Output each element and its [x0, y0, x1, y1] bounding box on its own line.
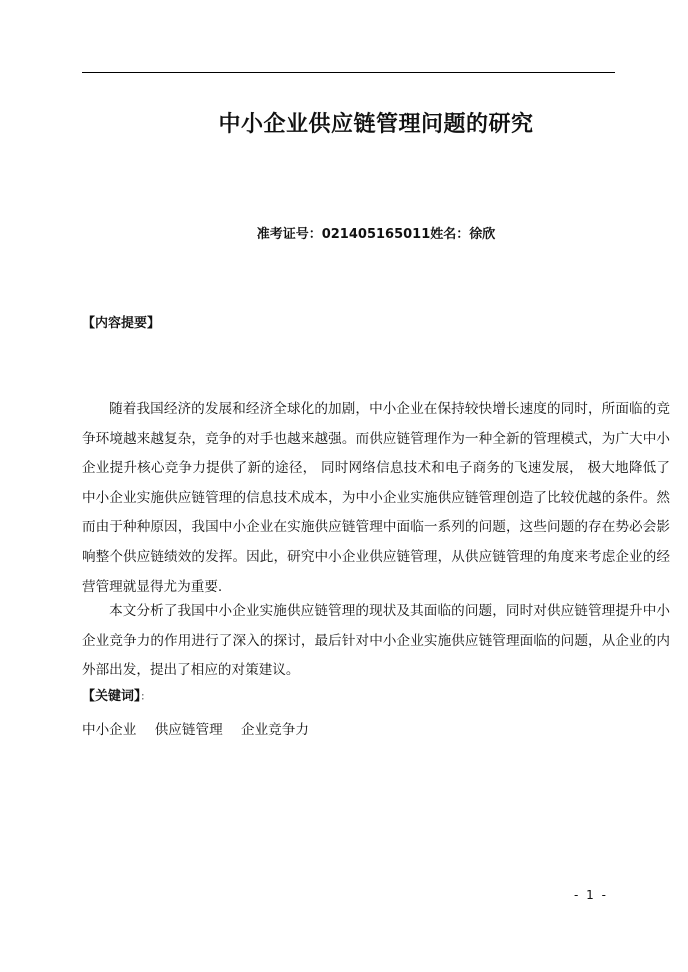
page-number: - 1 -	[574, 888, 608, 902]
keywords-label: 【关键词】	[82, 689, 141, 704]
keyword: 供应链管理	[154, 722, 223, 738]
author-info: 准考证号：021405165011姓名：徐欣	[256, 227, 496, 242]
keyword: 中小企业	[82, 722, 137, 738]
keywords-colon: ：	[140, 692, 151, 703]
abstract-heading: 【内容提要】	[82, 316, 161, 331]
keywords-list	[82, 718, 323, 742]
keywords-heading	[82, 687, 151, 708]
author-line	[0, 225, 688, 245]
abstract-paragraph-text: 随着我国经济的发展和经济全球化的加剧，中小企业在保持较快增长速度的同时，所面临的竞争环境越来越复杂，竞争的对手也越来越强。而供应链管理作为一种全新的管理模式，为广大中小企业提升核心竞争力提供了新的途径， 同时网络信息技术和电子商务的飞速发展， 极大地降低了中小企业实施供应链管理的信息技术成本，为中小企业实施供应链管理创造了比较优越的条件。然而由于种种原因，我国中小企业在实施供应链管理中面临一系列的问题，这些问题的存在势必会影响整个供应链绩效的发挥。因此，研究中小企业供应链管理，从供应链管理的角度来考虑企业的经营管理就显得尤为重要.	[82, 401, 670, 595]
abstract-paragraph-text: 本文分析了我国中小企业实施供应链管理的现状及其面临的问题，同时对供应链管理提升中小企业竞争力的作用进行了深入的探讨，最后针对中小企业实施供应链管理面临的问题，从企业的内外部出发，提出了相应的对策建议。	[82, 603, 670, 679]
document-title: 中小企业供应链管理问题的研究	[218, 112, 534, 137]
abstract-paragraph	[82, 395, 670, 602]
abstract-paragraph	[82, 597, 670, 686]
keyword: 企业竞争力	[241, 722, 309, 738]
header-rule	[82, 72, 615, 73]
